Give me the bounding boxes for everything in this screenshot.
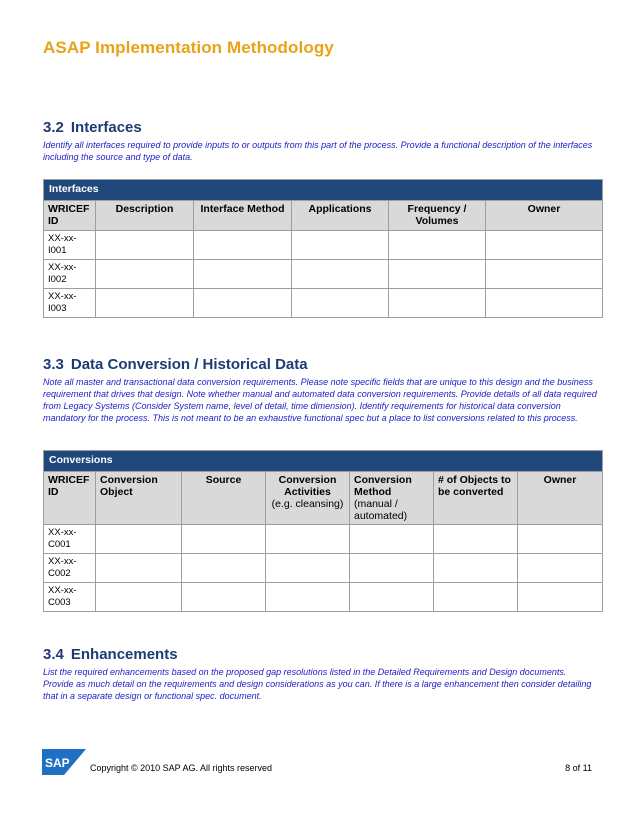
header-conversion-method: [350, 472, 434, 525]
cell[interactable]: [96, 554, 182, 583]
header-owner: Owner: [486, 201, 603, 231]
cell[interactable]: [486, 260, 603, 289]
cell[interactable]: [96, 583, 182, 612]
cell[interactable]: [194, 289, 292, 318]
row-id: XX-xx-C002: [44, 554, 96, 583]
cell[interactable]: [434, 525, 518, 554]
enhancements-section-title: Enhancements: [70, 646, 178, 663]
cell[interactable]: [96, 525, 182, 554]
cell[interactable]: [266, 583, 350, 612]
sap-logo-text: SAP: [45, 756, 70, 770]
row-id: XX-xx-C003: [44, 583, 96, 612]
cell[interactable]: [434, 583, 518, 612]
header-frequency-volumes: Frequency / Volumes: [389, 201, 486, 231]
header-interface-method: Interface Method: [194, 201, 292, 231]
enhancements-section-number: 3.4: [43, 646, 64, 663]
header-conversion-object: Conversion Object: [96, 472, 182, 525]
header-conversion-method-note: (manual / automated): [354, 498, 408, 522]
row-id: XX-xx-I003: [44, 289, 96, 318]
header-conversion-method-label: Conversion Method: [354, 474, 412, 498]
header-conversion-activities: [266, 472, 350, 525]
cell[interactable]: [182, 554, 266, 583]
table-row: [44, 289, 603, 318]
table-row: [44, 260, 603, 289]
cell[interactable]: [292, 260, 389, 289]
cell[interactable]: [486, 289, 603, 318]
table-row: [44, 525, 603, 554]
conversions-table-title: Conversions: [44, 451, 603, 472]
cell[interactable]: [518, 554, 603, 583]
cell[interactable]: [182, 525, 266, 554]
conversions-table: [43, 450, 603, 612]
cell[interactable]: [389, 231, 486, 260]
conversion-section-title: Data Conversion / Historical Data: [70, 356, 308, 373]
cell[interactable]: [350, 525, 434, 554]
interfaces-section-title: Interfaces: [70, 119, 142, 136]
cell[interactable]: [486, 231, 603, 260]
copyright-text: Copyright © 2010 SAP AG. All rights reserved: [90, 763, 273, 773]
header-description: Description: [96, 201, 194, 231]
cell[interactable]: [194, 260, 292, 289]
table-row: [44, 554, 603, 583]
table-row: [44, 231, 603, 260]
conversion-heading: [43, 356, 308, 373]
cell[interactable]: [389, 289, 486, 318]
row-id: XX-xx-C001: [44, 525, 96, 554]
cell[interactable]: [194, 231, 292, 260]
header-wricef-id: WRICEF ID: [44, 201, 96, 231]
cell[interactable]: [96, 289, 194, 318]
cell[interactable]: [389, 260, 486, 289]
conversion-section-number: 3.3: [43, 356, 64, 373]
cell[interactable]: [434, 554, 518, 583]
interfaces-heading: [43, 119, 142, 136]
cell[interactable]: [266, 525, 350, 554]
conversion-description: Note all master and transactional data conversion requirements. Please note specific fields that are unique to this design and the business requirement that drives that design. Note whether manual and automated data conversion requirements. Provide details of all data required from Legacy Systems (Consider System name, level of detail, time dimension). Identify requirements for historical data conversion mandatory for the process. This is not meant to be an exhaustive functional spec but a place to list conversions related to this process.: [43, 377, 597, 423]
cell[interactable]: [182, 583, 266, 612]
interfaces-table: [43, 179, 603, 318]
interfaces-table-title: Interfaces: [44, 180, 603, 201]
header-objects-count: # of Objects to be converted: [434, 472, 518, 525]
cell[interactable]: [96, 260, 194, 289]
cell[interactable]: [292, 289, 389, 318]
page-number: 8 of 11: [565, 763, 592, 773]
cell[interactable]: [350, 554, 434, 583]
enhancements-description: List the required enhancements based on the proposed gap resolutions listed in the Detailed Requirements and Design documents. Provide as much detail on the requirements and design considerations as you can. If there is a large enhancement then consider detailing that in a separate design or functional spec. document.: [43, 667, 592, 701]
interfaces-section-number: 3.2: [43, 119, 64, 136]
cell[interactable]: [350, 583, 434, 612]
enhancements-heading: [43, 646, 178, 663]
header-wricef-id: WRICEF ID: [44, 472, 96, 525]
header-applications: Applications: [292, 201, 389, 231]
row-id: XX-xx-I002: [44, 260, 96, 289]
sap-logo: [42, 749, 86, 775]
cell[interactable]: [292, 231, 389, 260]
cell[interactable]: [518, 525, 603, 554]
cell[interactable]: [518, 583, 603, 612]
table-row: [44, 583, 603, 612]
header-source: Source: [182, 472, 266, 525]
row-id: XX-xx-I001: [44, 231, 96, 260]
header-conversion-activities-note: (e.g. cleansing): [271, 498, 344, 510]
header-conversion-activities-label: Conversion Activities: [278, 474, 337, 498]
document-title: ASAP Implementation Methodology: [43, 38, 334, 57]
cell[interactable]: [96, 231, 194, 260]
cell[interactable]: [266, 554, 350, 583]
interfaces-description: Identify all interfaces required to provide inputs to or outputs from this part of the process. Provide a functional description of the interfaces including the source and type of data.: [43, 140, 593, 162]
header-owner: Owner: [518, 472, 603, 525]
